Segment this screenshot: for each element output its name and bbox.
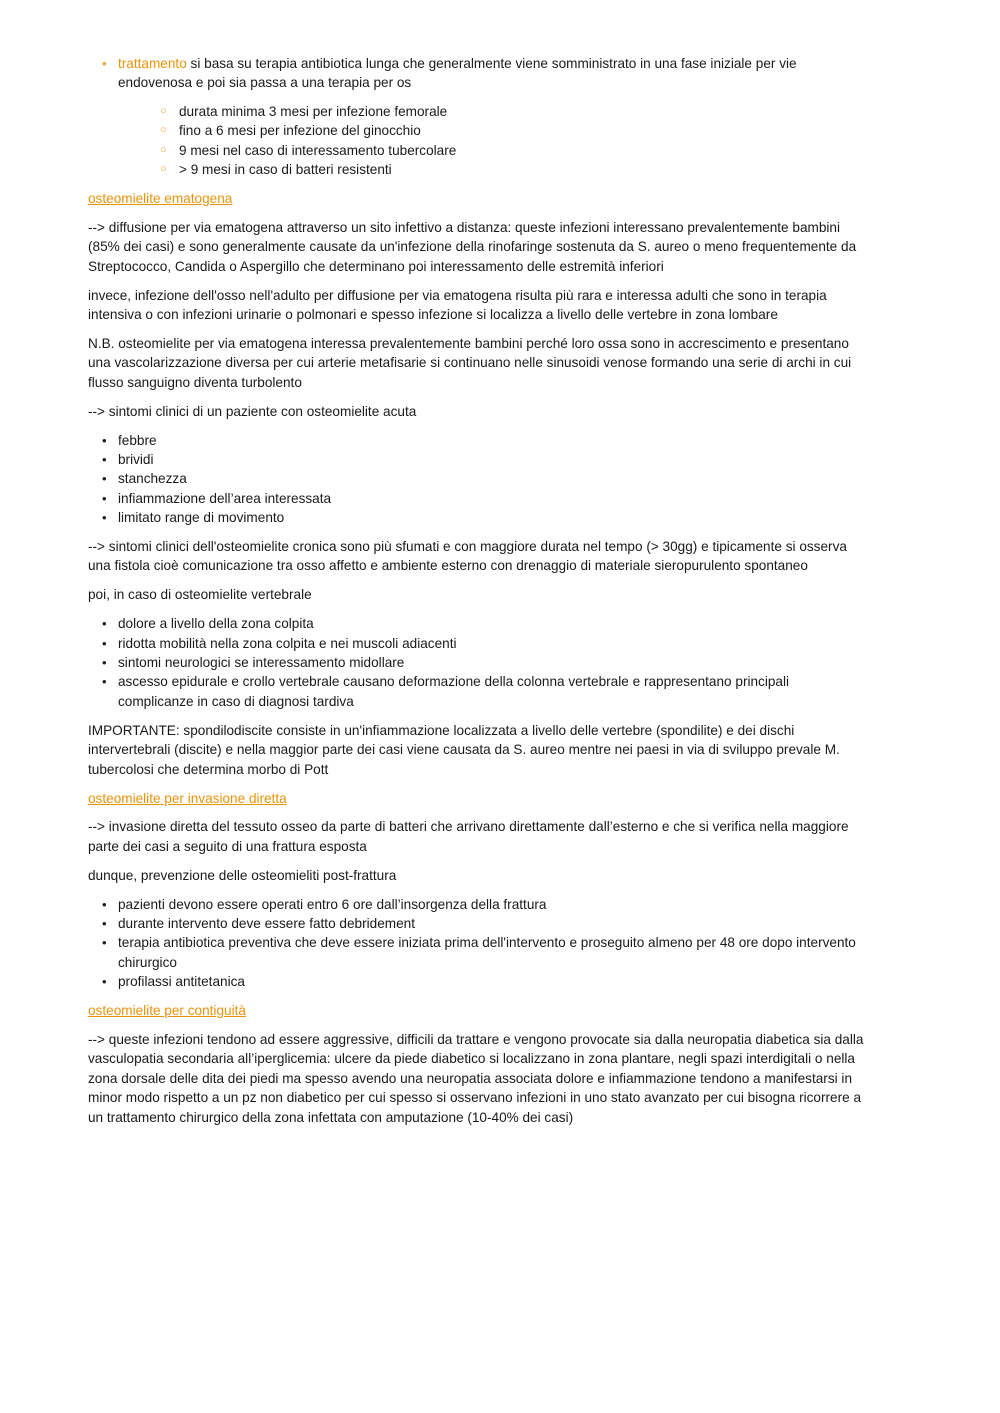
list-item: • brividi	[88, 450, 868, 469]
list-item: • infiammazione dell’area interessata	[88, 489, 868, 508]
circle-bullet-icon: ○	[160, 143, 167, 156]
heading-contiguity[interactable]: osteomielite per contiguità	[88, 1003, 246, 1019]
bullet-icon: •	[102, 635, 107, 651]
prevention-list	[88, 895, 868, 992]
heading-direct-invasion[interactable]: osteomielite per invasione diretta	[88, 790, 287, 806]
bullet-icon: •	[102, 916, 107, 932]
bullet-icon: •	[102, 56, 107, 71]
paragraph: N.B. osteomielite per via ematogena interessa prevalentemente bambini perché loro ossa sono in accrescimento e presentano una vascolarizzazione diversa per cui arterie metafisarie si continuano nelle sinusoidi venose formando una serie di archi in cui flusso sanguigno diventa turbolento	[88, 335, 852, 390]
list-item: • terapia antibiotica preventiva che deve essere iniziata prima dell'intervento e proseguito almeno per 48 ore dopo intervento chirurgico	[102, 935, 856, 970]
paragraph: --> invasione diretta del tessuto osseo da parte di batteri che arrivano direttamente dall’esterno e che si verifica nella maggiore parte dei casi a seguito di una frattura esposta	[88, 819, 849, 854]
bullet-icon: •	[102, 490, 107, 506]
list-item: • limitato range di movimento	[88, 508, 868, 527]
paragraph: --> sintomi clinici dell'osteomielite cronica sono più sfumati e con maggiore durata nel tempo (> 30gg) e tipicamente si osserva una fistola cioè comunicazione tra osso affetto e ambiente esterno con drenaggio di materiale sieropurulento spontaneo	[88, 539, 847, 574]
list-item: • profilassi antitetanica	[88, 972, 868, 991]
list-item: • durante intervento deve essere fatto debridement	[88, 914, 868, 933]
circle-bullet-icon: ○	[160, 124, 167, 137]
bullet-icon: •	[102, 974, 107, 990]
bullet-icon: •	[102, 471, 107, 487]
list-item: • stanchezza	[88, 469, 868, 488]
treatment-item	[88, 54, 868, 179]
list-item: • ridotta mobilità nella zona colpita e nei muscoli adiacenti	[88, 634, 868, 653]
treatment-text: si basa su terapia antibiotica lunga che generalmente viene somministrato in una fase iniziale per vie endovenosa e poi sia passa a una terapia per os	[118, 56, 797, 91]
bullet-icon: •	[102, 451, 107, 467]
list-item: • sintomi neurologici se interessamento midollare	[88, 653, 868, 672]
bullet-icon: •	[102, 432, 107, 448]
important-note: IMPORTANTE: spondilodiscite consiste in un'infiammazione localizzata a livello delle vertebre (spondilite) e dei dischi intervertebrali (discite) e nella maggior parte dei casi viene causata da S. aureo mentre nei paesi in via di sviluppo prevale M. tubercolosi che determina morbo di Pott	[88, 722, 840, 777]
bullet-icon: •	[102, 896, 107, 912]
bullet-icon: •	[102, 616, 107, 632]
document-page	[88, 54, 868, 1137]
paragraph: poi, in caso di osteomielite vertebrale	[88, 587, 312, 603]
list-item: • febbre	[88, 431, 868, 450]
treatment-list	[88, 54, 868, 179]
list-item: ○ > 9 mesi in caso di batteri resistenti	[118, 160, 868, 179]
list-item: • ascesso epidurale e crollo vertebrale causano deformazione della colonna vertebrale e rappresentano principali complicanze in caso di diagnosi tardiva	[102, 674, 790, 709]
bullet-icon: •	[102, 655, 107, 671]
list-item: • pazienti devono essere operati entro 6 ore dall’insorgenza della frattura	[88, 895, 868, 914]
paragraph: --> queste infezioni tendono ad essere aggressive, difficili da trattare e vengono provocate sia dalla neuropatia diabetica sia dalla vasculopatia secondaria all’iperglicemia: ulcere da piede diabetico si localizzano in zona plantare, negli spazi interdigitali o nella zona dorsale delle dita dei piedi ma spesso avendo una neuropatia associata dolore e infiammazione tendono a manifestarsi in minor modo rispetto a un pz non diabetico per cui spesso si osservano infezioni in uno stato avanzato per cui bisogna ricorrere a un trattamento chirurgico della zona infettata con amputazione (10-40% dei casi)	[88, 1032, 864, 1125]
treatment-duration-list	[118, 102, 868, 180]
bullet-icon: •	[102, 674, 107, 690]
list-item: • dolore a livello della zona colpita	[88, 614, 868, 633]
paragraph: --> diffusione per via ematogena attraverso un sito infettivo a distanza: queste infezioni interessano prevalentemente bambini (85% dei casi) e sono generalmente causate da un'infezione della rinofaringe sostenuta da S. aureo o meno frequentemente da Streptococco, Candida o Aspergillo che determinano poi interessamento delle estremità inferiori	[88, 219, 857, 274]
list-item: ○ 9 mesi nel caso di interessamento tubercolare	[118, 141, 868, 160]
paragraph: invece, infezione dell'osso nell'adulto per diffusione per via ematogena risulta più rara e interessa adulti che sono in terapia intensiva o con infezioni urinarie o polmonari e spesso infezione si localizza a livello delle vertebre in zona lombare	[88, 287, 827, 322]
treatment-term: trattamento	[118, 56, 187, 71]
list-item: ○ fino a 6 mesi per infezione del ginocchio	[118, 121, 868, 140]
paragraph: --> sintomi clinici di un paziente con osteomielite acuta	[88, 403, 417, 419]
circle-bullet-icon: ○	[160, 163, 167, 176]
list-item: ○ durata minima 3 mesi per infezione femorale	[118, 102, 868, 121]
vertebral-list	[88, 614, 868, 711]
heading-hematogenous[interactable]: osteomielite ematogena	[88, 190, 233, 206]
acute-symptoms-list	[88, 431, 868, 528]
bullet-icon: •	[102, 935, 107, 951]
bullet-icon: •	[102, 510, 107, 526]
paragraph: dunque, prevenzione delle osteomieliti post-frattura	[88, 867, 397, 883]
circle-bullet-icon: ○	[160, 104, 167, 117]
